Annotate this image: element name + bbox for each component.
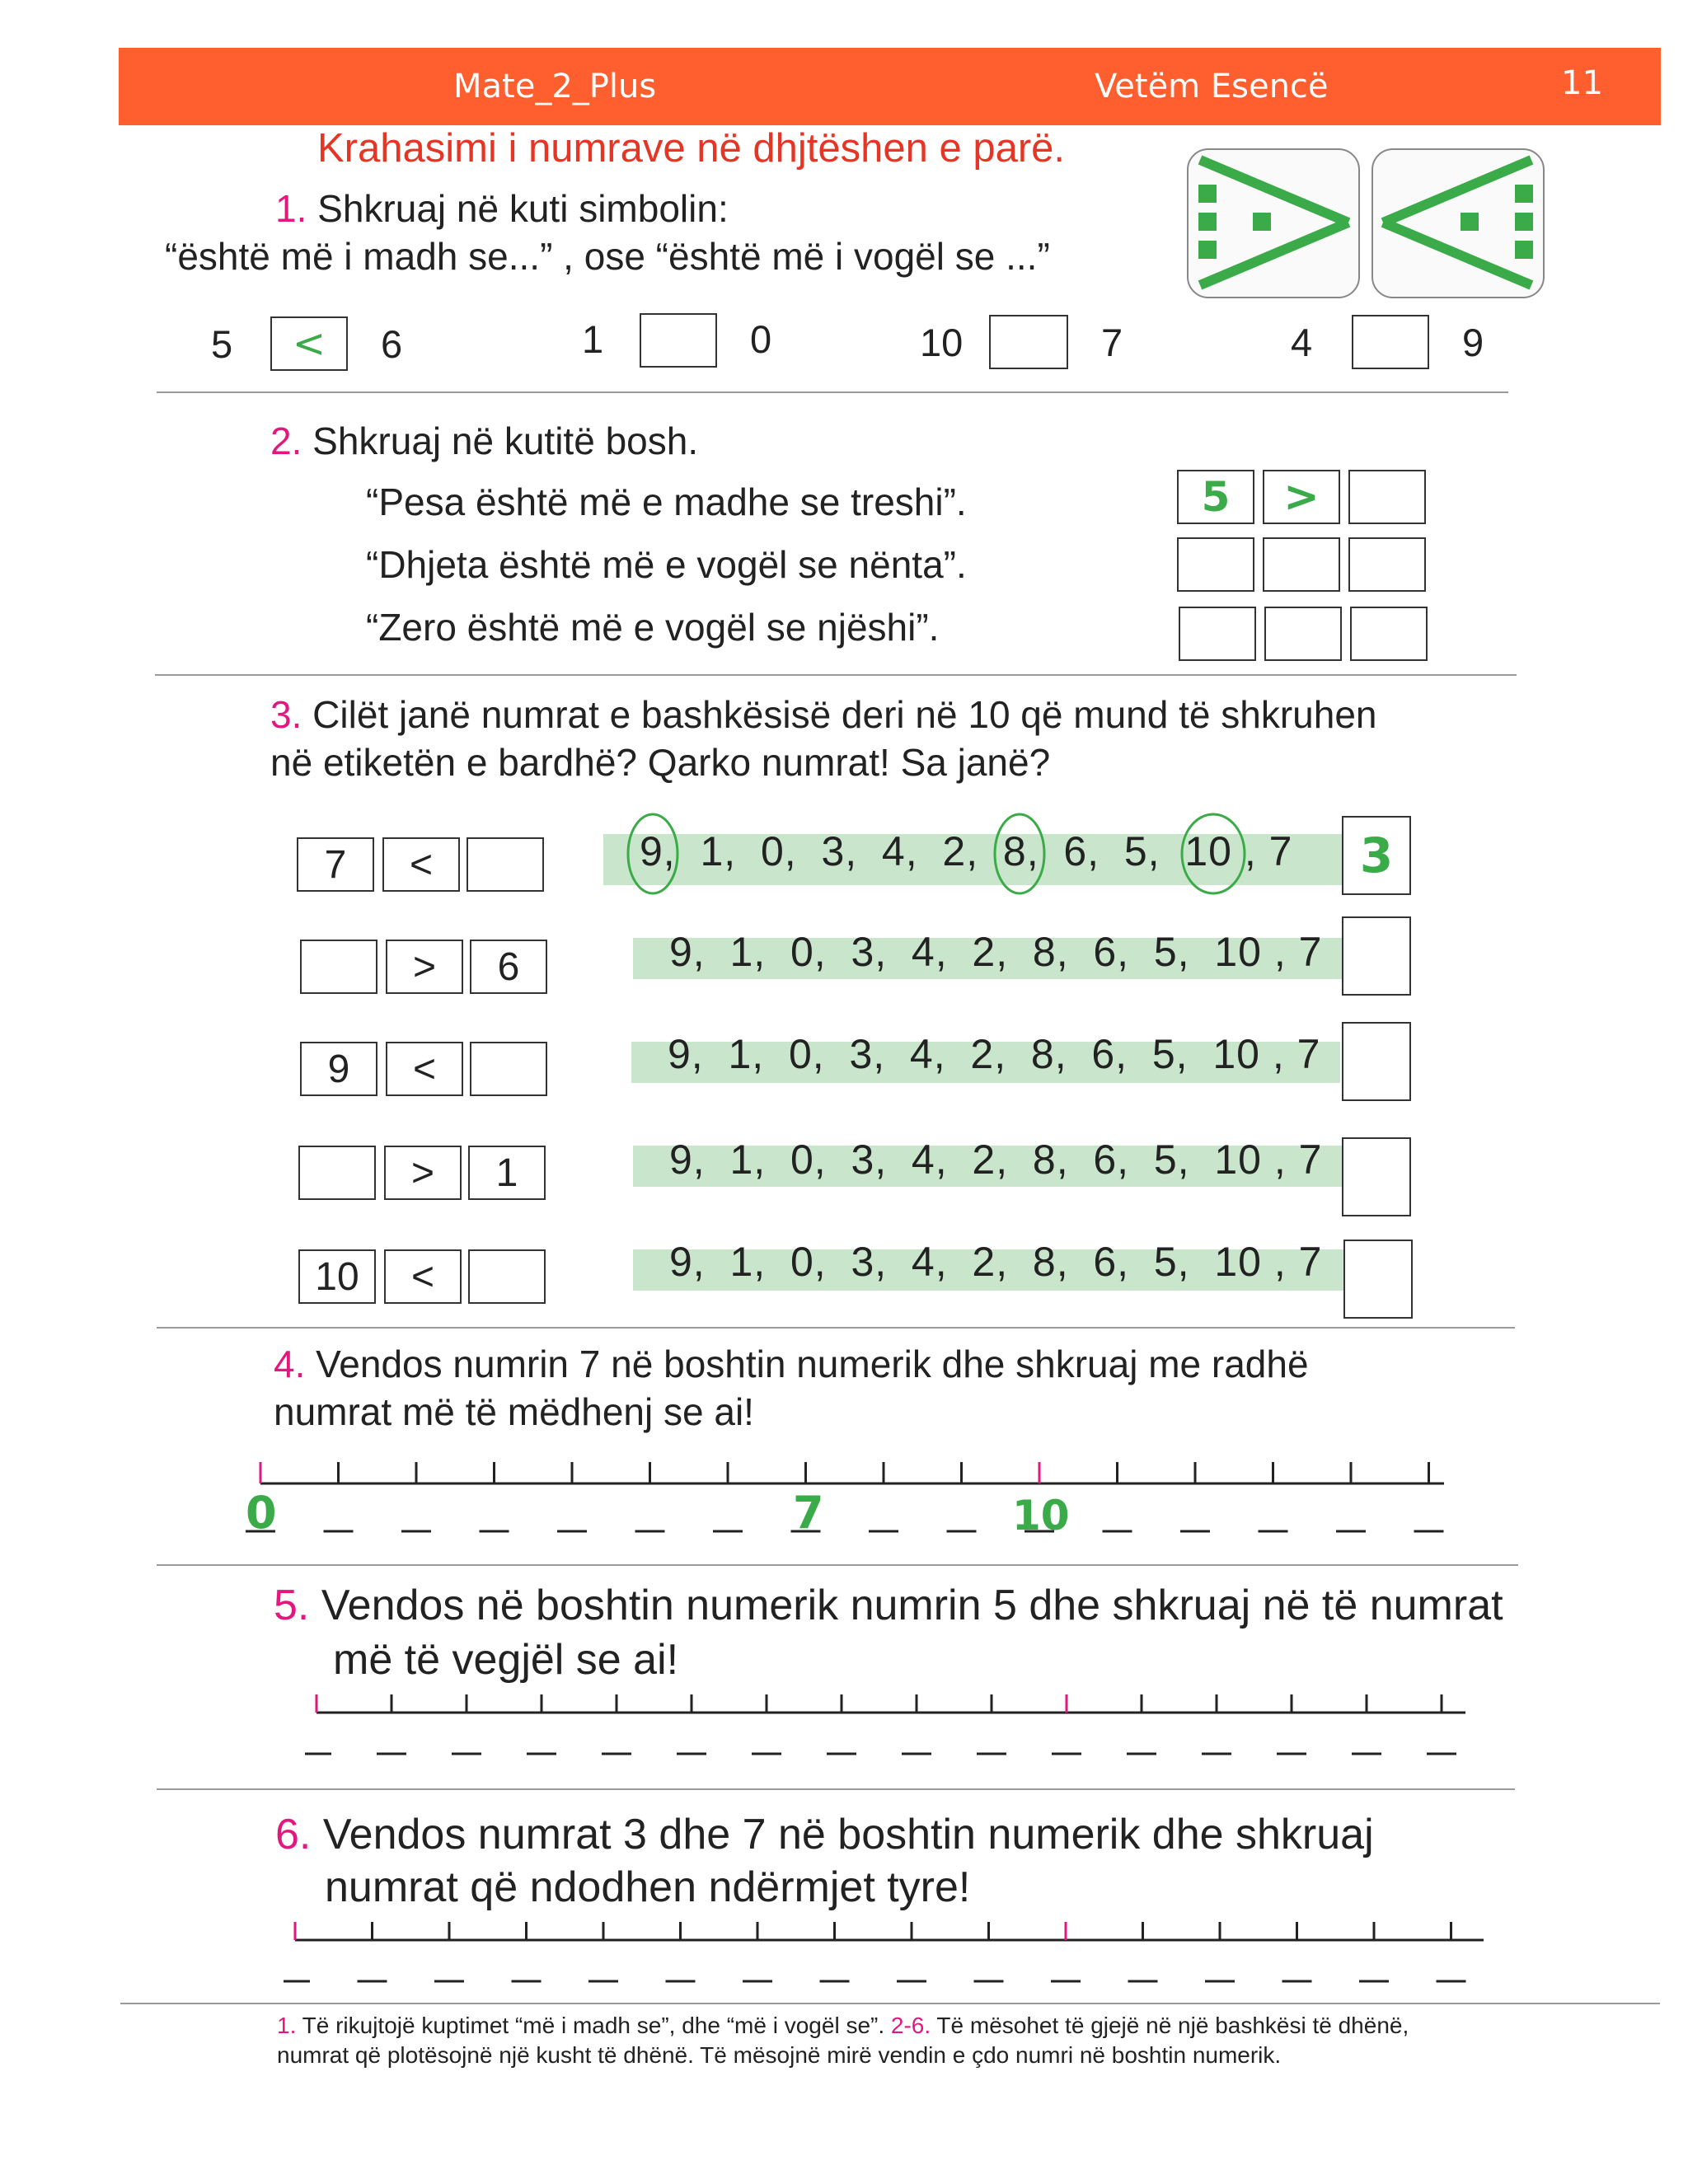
ex3-row2-answer[interactable] <box>1342 916 1411 996</box>
ex2-row1-box2[interactable]: > <box>1263 470 1340 524</box>
ex2-heading: 2. Shkruaj në kutitë bosh. <box>270 419 699 462</box>
ex1-heading: 1. Shkruaj në kuti simbolin: <box>275 187 729 230</box>
ex2-line2: “Dhjeta është më e vogël se nënta”. <box>366 543 967 586</box>
ex3-row2-right[interactable]: 6 <box>470 940 547 994</box>
header-book-title: Mate_2_Plus <box>453 68 657 105</box>
ex3-row1-sequence[interactable]: 9, 1, 0, 3, 4, 2, 8, 6, 5, 10 , 7 <box>640 828 1293 874</box>
ex2-row1-box3[interactable] <box>1348 470 1426 524</box>
divider <box>120 2003 1660 2004</box>
ex3-row4-sequence[interactable]: 9, 1, 0, 3, 4, 2, 8, 6, 5, 10 , 7 <box>669 1137 1323 1183</box>
ex1-pair2-a: 1 <box>582 317 604 361</box>
header-series: Vetëm Esencë <box>1095 68 1329 105</box>
ex2-row3-box1[interactable] <box>1179 607 1256 661</box>
page-number: 11 <box>1561 64 1603 102</box>
ex3-row2-op: > <box>386 940 463 994</box>
ex1-pair2-b: 0 <box>750 317 772 361</box>
ex3-row3-left[interactable]: 9 <box>300 1042 377 1096</box>
ex5-number-line[interactable] <box>305 1694 1475 1769</box>
ex4-written-zero: 0 <box>246 1487 277 1539</box>
ex2-row2-box1[interactable] <box>1177 537 1254 592</box>
ex1-pair2-box[interactable] <box>640 313 717 368</box>
ex4-heading: 4. Vendos numrin 7 në boshtin numerik dhe shkruaj me radhë <box>274 1343 1309 1385</box>
ex1-pair4-b: 9 <box>1462 321 1484 364</box>
divider <box>157 391 1508 393</box>
ex2-line1: “Pesa është më e madhe se treshi”. <box>366 480 967 523</box>
ex3-row3-answer[interactable] <box>1342 1022 1411 1101</box>
ex3-subheading: në etiketën e bardhë? Qarko numrat! Sa janë? <box>270 741 1051 784</box>
ex3-row1-op: < <box>382 837 460 892</box>
less-than-icon <box>1372 148 1545 298</box>
ex6-number-line[interactable] <box>284 1922 1495 1996</box>
circled-numbers <box>610 811 1418 902</box>
ex6-subheading: numrat që ndodhen ndërmjet tyre! <box>325 1863 971 1911</box>
ex3-row5-right[interactable] <box>468 1249 546 1304</box>
ex1-pair3-box[interactable] <box>989 315 1068 369</box>
ex3-row1-answer[interactable]: 3 <box>1342 816 1411 895</box>
divider <box>155 674 1517 676</box>
ex3-row5-left[interactable]: 10 <box>298 1249 376 1304</box>
ex2-row2-box3[interactable] <box>1348 537 1426 592</box>
ex3-row3-sequence[interactable]: 9, 1, 0, 3, 4, 2, 8, 6, 5, 10 , 7 <box>668 1031 1321 1077</box>
ex3-row1-left[interactable]: 7 <box>297 837 374 892</box>
greater-than-icon <box>1187 148 1360 298</box>
ex1-pair1-box[interactable]: < <box>270 316 348 371</box>
ex3-row5-answer[interactable] <box>1343 1240 1413 1319</box>
ex1-subheading: “është më i madh se...” , ose “është më i vogël se ...” <box>165 235 1050 278</box>
ex4-written-ten: 10 <box>1012 1492 1070 1540</box>
ex3-row1-right[interactable] <box>467 837 544 892</box>
ex3-row4-right[interactable]: 1 <box>468 1146 546 1200</box>
ex3-row4-op: > <box>384 1146 462 1200</box>
ex2-line3: “Zero është më e vogël se njëshi”. <box>366 606 940 649</box>
ex2-row1-box1[interactable]: 5 <box>1177 470 1254 524</box>
ex1-pair4-box[interactable] <box>1352 315 1429 369</box>
ex3-row3-right[interactable] <box>470 1042 547 1096</box>
ex4-written-seven: 7 <box>793 1487 824 1539</box>
ex1-pair1-b: 6 <box>381 322 403 366</box>
ex2-row2-box2[interactable] <box>1263 537 1340 592</box>
divider <box>157 1564 1518 1566</box>
ex3-row3-op: < <box>386 1042 463 1096</box>
ex3-row5-op: < <box>384 1249 462 1304</box>
ex6-heading: 6. Vendos numrat 3 dhe 7 në boshtin numerik dhe shkruaj <box>275 1811 1374 1858</box>
divider <box>157 1788 1515 1790</box>
ex1-pair3-b: 7 <box>1101 321 1123 364</box>
footer-note: 1. Të rikujtojë kuptimet “më i madh se”, dhe “më i vogël se”. 2-6. Të mësohet të gjejë në një bashkësi të dhënë, numrat që plotësojnë një kusht të dhënë. Të mësojnë mirë vendin e çdo numri në boshtin numerik. <box>277 2013 1409 2068</box>
ex4-number-line[interactable] <box>239 1451 1459 1541</box>
page-header <box>119 48 1661 125</box>
ex1-pair1-a: 5 <box>211 322 233 366</box>
ex4-subheading: numrat më të mëdhenj se ai! <box>274 1390 754 1433</box>
ex5-subheading: më të vegjël se ai! <box>333 1636 679 1684</box>
ex1-pair3-a: 10 <box>920 321 964 364</box>
ex2-row3-box3[interactable] <box>1350 607 1428 661</box>
divider <box>157 1327 1515 1329</box>
ex3-row4-left[interactable] <box>298 1146 376 1200</box>
ex3-heading: 3. Cilët janë numrat e bashkësisë deri në 10 që mund të shkruhen <box>270 693 1377 736</box>
ex3-row4-answer[interactable] <box>1342 1137 1411 1216</box>
ex3-row2-sequence[interactable]: 9, 1, 0, 3, 4, 2, 8, 6, 5, 10 , 7 <box>669 929 1323 975</box>
ex5-heading: 5. Vendos në boshtin numerik numrin 5 dhe shkruaj në të numrat <box>274 1582 1503 1629</box>
ex3-row2-left[interactable] <box>300 940 377 994</box>
ex1-pair4-a: 4 <box>1291 321 1313 364</box>
ex3-row5-sequence[interactable]: 9, 1, 0, 3, 4, 2, 8, 6, 5, 10 , 7 <box>669 1239 1323 1285</box>
page-title: Krahasimi i numrave në dhjtëshen e parë. <box>317 126 1066 171</box>
ex2-row3-box2[interactable] <box>1264 607 1342 661</box>
